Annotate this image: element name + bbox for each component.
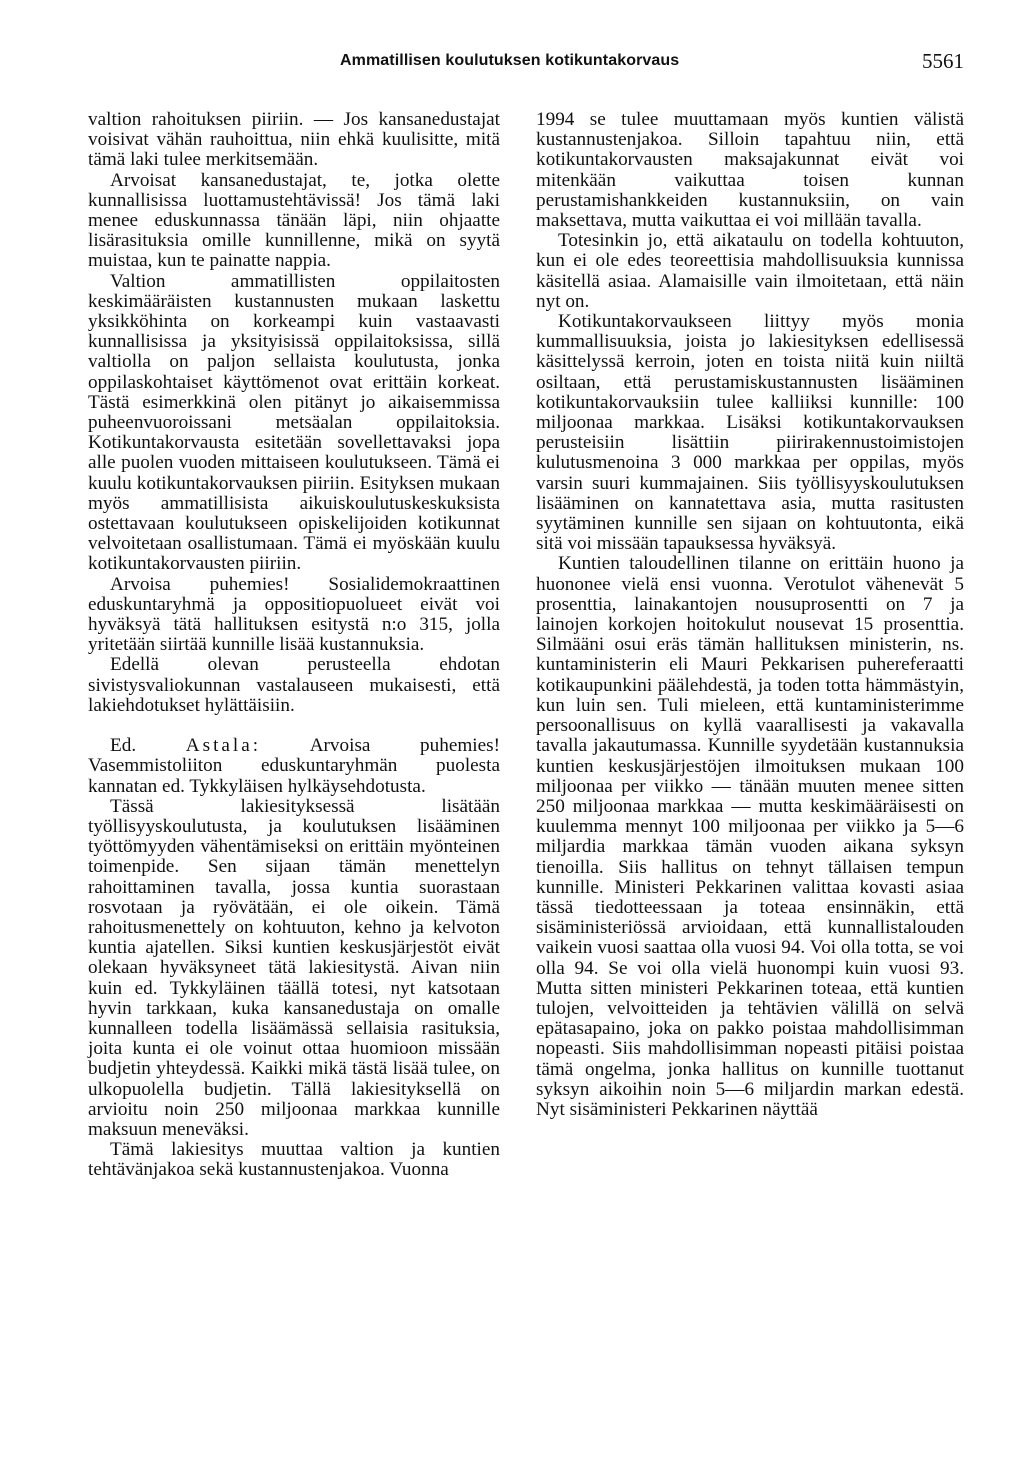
- paragraph: Valtion ammatillisten oppilaitosten keskimääräisten kustannusten mukaan laskettu yksikköhinta on korkeampi kuin vastaavasti kunnallisissa ja yksityisissä oppilaitoksissa, sillä valtiolla on paljon sellaista koulutusta, jonka oppilaskohtaiset käyttömenot ovat erittäin korkeat. Tästä esimerkkinä olen pitänyt jo aikaisemmissa puheenvuoroissani metsäalan oppilaitoksia. Kotikuntakorvausta esitetään sovellettavaksi jopa alle puolen vuoden mittaiseen koulutukseen. Tämä ei kuulu kotikuntakorvauksen piiriin. Esityksen mukaan myös ammatillisista aikuiskoulutuskeskuksista ostettavaan koulutukseen opiskelijoiden kotikunnat velvoitetaan osallistumaan. Tämä ei myöskään kuulu kotikuntakorvausten piiriin.: [88, 270, 500, 575]
- running-title: Ammatillisen koulutuksen kotikuntakorvaus: [340, 52, 680, 69]
- speaker-text: Arvoisa puhemies! Vasemmistoliiton eduskuntaryhmän puolesta kannatan ed. Tykkyläisen hylkäysehdotusta.: [88, 735, 500, 797]
- paragraph: Tässä lakiesityksessä lisätään työllisyyskoulutusta, ja koulutuksen lisääminen työttömyyden vähentämiseksi on erittäin myönteinen toimenpide. Sen sijaan tämän menettelyn rahoittaminen tavalla, jossa kuntia suorastaan rosvotaan ja ryövätään, ei ole oikein. Tämä rahoitusmenettely on kohtuuton, kehno ja kelvoton kuntia ajatellen. Siksi kuntien keskusjärjestöt eivät olekaan hyväksyneet tätä lakiesitystä. Aivan niin kuin ed. Tykkyläinen täällä totesi, nyt katsotaan hyvin tarkkaan, kuka kansanedustaja on omalle kunnalleen todella lisäämässä sellaisia rasituksia, joita kunta ei ole voinut ottaa huomioon missään budjetin yhteydessä. Kaikki mikä tästä lisää tulee, on ulkopuolella budjetin. Tällä lakiesityksellä on arvioitu noin 250 miljoonaa markkaa kunnille maksuun meneväksi.: [88, 795, 500, 1140]
- page-number: 5561: [922, 49, 964, 73]
- paragraph: Kotikuntakorvaukseen liittyy myös monia kummallisuuksia, joista jo lakiesityksen edellisessä käsittelyssä kerroin, joten en toista niitä kuin niiltä osiltaan, että perustamiskustannusten lisääminen kotikuntakorvauksiin tulee kalliiksi kunnille: 100 miljoonaa markkaa. Lisäksi kotikuntakorvauksen perusteisiin lisättiin piirirakennustoimistojen kulutusmenoina 3 000 markkaa per oppilas, myös varsin suuri kummajainen. Siis työllisyyskoulutuksen lisääminen on kannatettava asia, mutta rasitusten syytäminen kunnille sen sijaan on kohtuutonta, eikä sitä voi missään tapauksessa hyväksyä.: [536, 311, 964, 555]
- speaker-name: Astala:: [185, 735, 262, 757]
- paragraph: 1994 se tulee muuttamaan myös kuntien välistä kustannustenjakoa. Silloin tapahtuu niin, että kotikuntakorvausten maksajakunnat eivät voi mitenkään vaikuttaa toisen kunnan perustamishankkeiden kustannuksiin, on vain maksettava, mutta vaikuttaa ei voi millään tavalla.: [536, 109, 964, 232]
- paragraph: Tämä lakiesitys muuttaa valtion ja kuntien tehtävänjakoa sekä kustannustenjakoa. Vuonna: [88, 1139, 500, 1181]
- paragraph: Arvoisa puhemies! Sosialidemokraattinen eduskuntaryhmä ja oppositiopuolueet eivät voi hyväksyä tätä hallituksen esitystä n:o 315, jolla yritetään siirtää kunnille lisää kustannuksia.: [88, 573, 500, 656]
- paragraph: Edellä olevan perusteella ehdotan sivistysvaliokunnan vastalauseen mukaisesti, että lakiehdotukset hylättäisiin.: [88, 654, 500, 716]
- left-column: [88, 110, 500, 1181]
- right-column: [536, 110, 964, 1120]
- paragraph: valtion rahoituksen piiriin. — Jos kansanedustajat voisivat vähän rauhoittua, niin ehkä kuulisitte, mitä tämä laki tulee merkitsemään.: [88, 109, 500, 171]
- paragraph: Kuntien taloudellinen tilanne on erittäin huono ja huononee vielä ensi vuonna. Verotulot vähenevät 5 prosenttia, lainakantojen nousuprosentti on 7 ja lainojen korkojen hoitokulut nousevat 15 prosenttia. Silmääni osui eräs tämän hallituksen ministerin, ns. kuntaministerin eli Mauri Pekkarisen puhereferaatti kotikaupunkini päälehdestä, ja toden totta hämmästyin, kun luin sen. Tuli mieleen, että kuntaministerimme persoonallisuus on kyllä vaarallisesti ja vakavalla tavalla jakautumassa. Kunnille syydetään kustannuksia kuntien keskusjärjestöjen ilmoituksen mukaan 100 miljoonaa per viikko — tänään muuten menee sitten 250 miljoonaa markkaa — mutta keskimääräisesti on kuulemma mennyt 100 miljoonaa per viikko ja 5—6 miljardia markkaa tämän vuoden aikana syksyn tienoilla. Siis hallitus on tehnyt tällaisen tempun kunnille. Ministeri Pekkarinen valittaa kovasti asiaa tässä tiedotteessaan ja toteaa ensinnäkin, että sisäministeriössä arvioidaan, että kunnallistalouden vaikein vuosi saattaa olla vuosi 94. Voi olla totta, se voi olla 94. Se voi olla vielä huonompi kuin vuosi 93. Mutta sitten ministeri Pekkarinen toteaa, että kuntien tulojen, velvoitteiden ja tehtävien välillä on selvä epätasapaino, joka on pakko poistaa mahdollisimman nopeasti. Siis mahdollisimman nopeasti pitäisi poistaa tämä ongelma, jonka hallitus on kunnille tuottanut syksyn aikoihin noin 5—6 miljardin markan edestä. Nyt sisäministeri Pekkarinen näyttää: [536, 553, 964, 1120]
- paragraph: Totesinkin jo, että aikataulu on todella kohtuuton, kun ei ole edes teoreettisia mahdollisuuksia kunnissa käsitellä asiaa. Alamaisille vain ilmoitetaan, että näin nyt on.: [536, 230, 964, 312]
- speaker-prefix: Ed.: [110, 735, 137, 757]
- speaker-paragraph: [88, 736, 500, 797]
- paragraph: Arvoisat kansanedustajat, te, jotka olette kunnallisissa luottamustehtävissä! Jos tämä laki menee eduskunnassa tänään läpi, niin ohjaatte lisärasituksia omille kunnillenne, mikä on syytä muistaa, kun te painatte nappia.: [88, 169, 500, 272]
- page-header: [0, 49, 1024, 82]
